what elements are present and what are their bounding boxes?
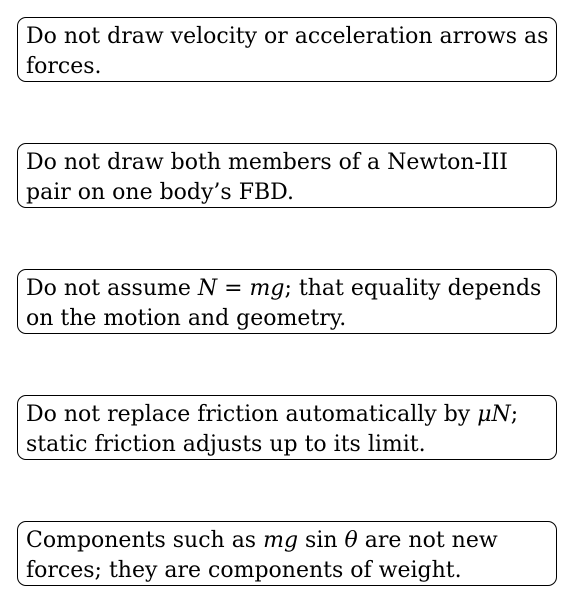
note-line-1 (26, 526, 548, 556)
note-line-2: pair on one body’s FBD. (26, 180, 294, 205)
note-newton-third-pair (17, 143, 557, 208)
note-line-1: Do not draw both members of a Newton-III (26, 150, 508, 175)
math-symbol-mg: mg (249, 276, 285, 301)
note-weight-components (17, 521, 557, 586)
text-segment: ; (510, 402, 519, 427)
text-segment: Components such as (26, 528, 264, 553)
note-line-1 (26, 400, 548, 430)
note-line-1 (26, 274, 548, 304)
math-symbol-mg: mg (263, 528, 299, 553)
text-segment: Do not assume (26, 276, 198, 301)
math-symbol-n: N (197, 276, 218, 301)
math-function-sin: sin (298, 528, 345, 553)
math-symbol-theta: θ (344, 528, 358, 553)
note-friction (17, 395, 557, 460)
note-line-2: forces. (26, 54, 102, 79)
note-line-1: Do not draw velocity or acceleration arrows as (26, 24, 549, 49)
note-line-2: forces; they are components of weight. (26, 558, 462, 583)
note-line-2: static friction adjusts up to its limit. (26, 432, 426, 457)
text-segment: are not new (357, 528, 498, 553)
note-line-2: on the motion and geometry. (26, 306, 347, 331)
text-segment: ; that equality depends (284, 276, 542, 301)
text-segment: Do not replace friction automatically by (26, 402, 478, 427)
note-velocity-acceleration (17, 17, 557, 82)
equals-sign: = (217, 276, 250, 301)
math-symbol-mu-n: μN (477, 402, 511, 427)
note-normal-force (17, 269, 557, 334)
